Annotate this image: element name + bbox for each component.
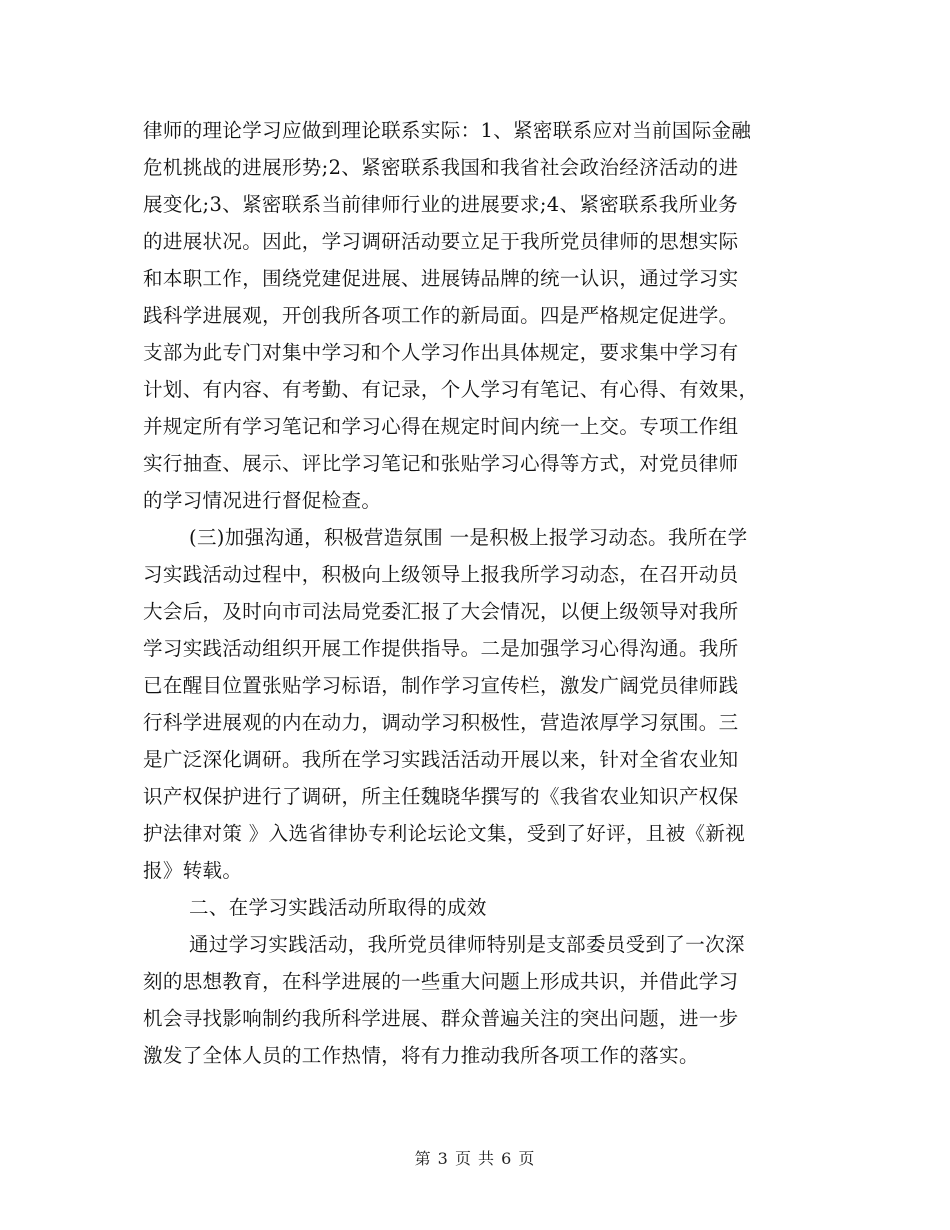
text-line: 的学习情况进行督促检查。 bbox=[143, 489, 382, 512]
paragraph-start-line: (三)加强沟通，积极营造氛围 一是积极上报学习动态。我所在学 bbox=[189, 526, 748, 549]
text-line: 支部为此专门对集中学习和个人学习作出具体规定，要求集中学习有 bbox=[143, 341, 739, 364]
text-line: 计划、有内容、有考勤、有记录，个人学习有笔记、有心得、有效果， bbox=[143, 378, 759, 401]
text-line: 已在醒目位置张贴学习标语，制作学习宣传栏，激发广阔党员律师践 bbox=[143, 674, 739, 697]
page-number-footer: 第 3 页 共 6 页 bbox=[414, 1149, 536, 1168]
text-line: 展变化;3、紧密联系当前律师行业的进展要求;4、紧密联系我所业务 bbox=[143, 193, 739, 216]
text-line: 危机挑战的进展形势;2、紧密联系我国和我省社会政治经济活动的进 bbox=[143, 156, 739, 179]
paragraph-start-line: 通过学习实践活动，我所党员律师特别是支部委员受到了一次深 bbox=[189, 933, 745, 956]
text-line: 并规定所有学习笔记和学习心得在规定时间内统一上交。专项工作组 bbox=[143, 415, 739, 438]
text-line: 护法律对策 》入选省律协专利论坛论文集，受到了好评，且被《新视 bbox=[143, 822, 746, 845]
text-line: 践科学进展观，开创我所各项工作的新局面。四是严格规定促进学。 bbox=[143, 304, 739, 327]
text-line: 是广泛深化调研。我所在学习实践活活动开展以来，针对全省农业知 bbox=[143, 748, 739, 771]
text-line: 行科学进展观的内在动力，调动学习积极性，营造浓厚学习氛围。三 bbox=[143, 711, 739, 734]
section-heading: 二、在学习实践活动所取得的成效 bbox=[189, 896, 487, 919]
document-body bbox=[143, 112, 808, 1074]
text-line: 的进展状况。因此，学习调研活动要立足于我所党员律师的思想实际 bbox=[143, 230, 739, 253]
text-line: 报》转载。 bbox=[143, 859, 243, 882]
text-line: 机会寻找影响制约我所科学进展、群众普遍关注的突出问题，进一步 bbox=[143, 1007, 739, 1030]
text-line: 实行抽查、展示、评比学习笔记和张贴学习心得等方式，对党员律师 bbox=[143, 452, 739, 475]
text-line: 识产权保护进行了调研，所主任魏晓华撰写的《我省农业知识产权保 bbox=[143, 785, 739, 808]
text-line: 和本职工作，围绕党建促进展、进展铸品牌的统一认识，通过学习实 bbox=[143, 267, 739, 290]
text-line: 刻的思想教育，在科学进展的一些重大问题上形成共识，并借此学习 bbox=[143, 970, 739, 993]
text-line: 习实践活动过程中，积极向上级领导上报我所学习动态，在召开动员 bbox=[143, 563, 739, 586]
text-line: 激发了全体人员的工作热情，将有力推动我所各项工作的落实。 bbox=[143, 1044, 699, 1067]
text-line: 大会后，及时向市司法局党委汇报了大会情况，以便上级领导对我所 bbox=[143, 600, 739, 623]
text-line: 律师的理论学习应做到理论联系实际：1、紧密联系应对当前国际金融 bbox=[143, 119, 752, 142]
text-line: 学习实践活动组织开展工作提供指导。二是加强学习心得沟通。我所 bbox=[143, 637, 739, 660]
